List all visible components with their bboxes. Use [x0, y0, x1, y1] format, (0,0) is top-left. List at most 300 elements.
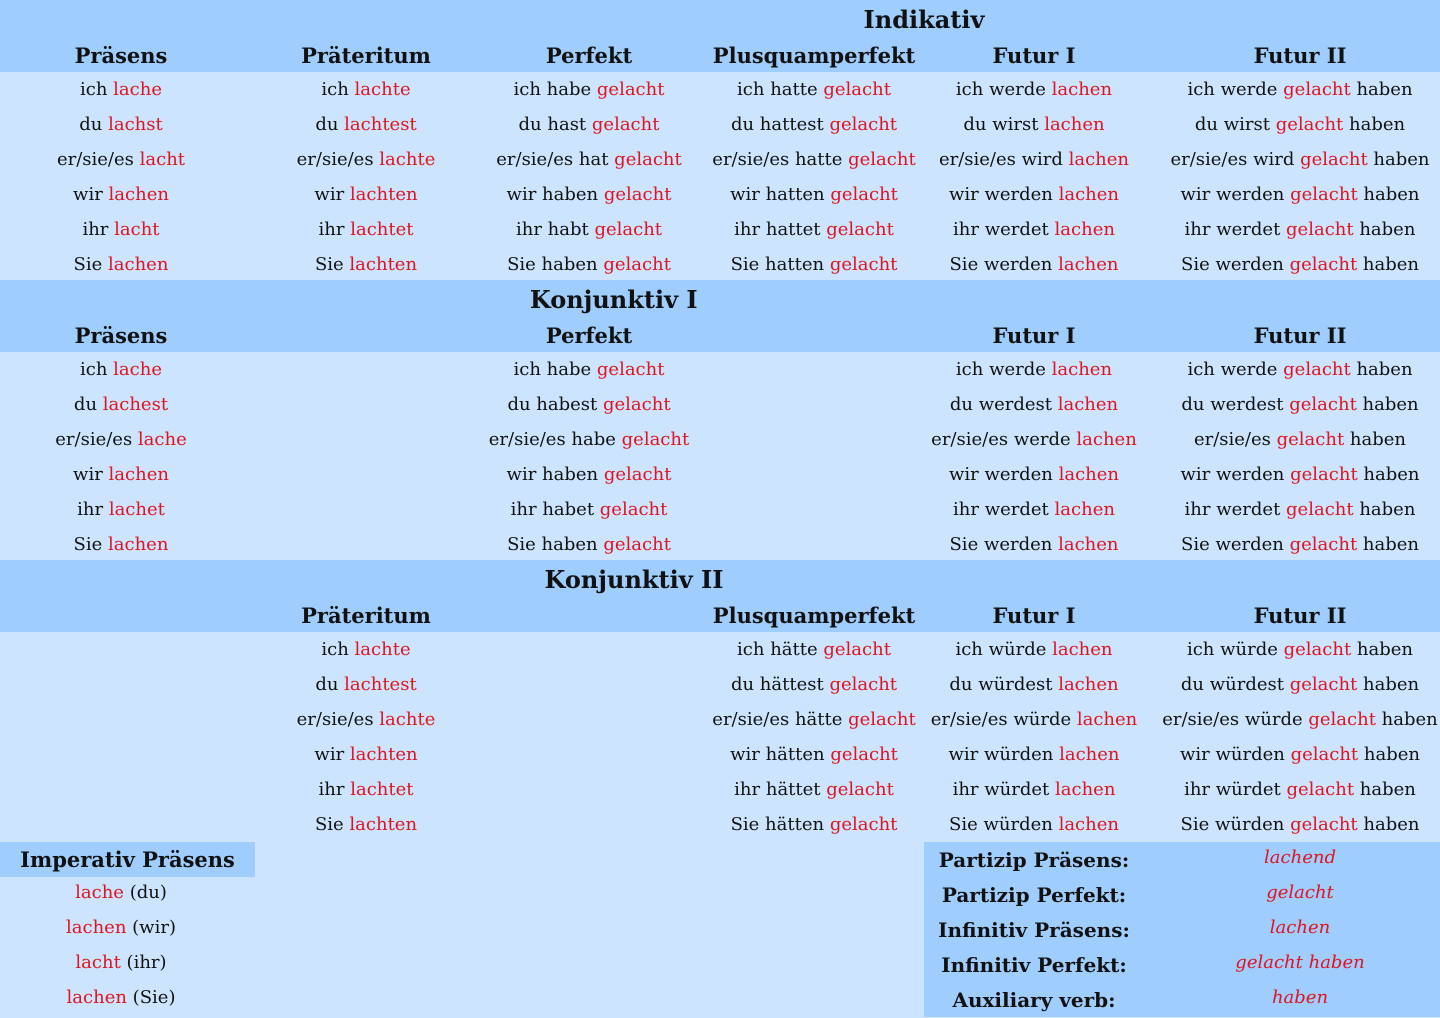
- pronoun-aux: du: [73, 394, 103, 415]
- conjugation-cell: [734, 215, 894, 245]
- verb-form: lachen: [1044, 114, 1105, 135]
- trailing-text: haben: [1343, 114, 1406, 135]
- pronoun-aux: ich: [80, 359, 114, 380]
- mood-header-band: [0, 280, 1440, 352]
- conjugation-cell: [737, 635, 891, 665]
- verb-form: lachte: [354, 79, 411, 100]
- conjugation-cell: [949, 180, 1119, 210]
- pronoun-aux: ich hätte: [737, 639, 824, 660]
- trailing-text: haben: [1367, 149, 1430, 170]
- pronoun-aux: Sie: [73, 254, 109, 275]
- tense-header: Futur II: [1253, 603, 1347, 628]
- trailing-text: haben: [1350, 359, 1413, 380]
- mood-title: Indikativ: [863, 5, 985, 34]
- conjugation-cell: [734, 775, 894, 805]
- verb-form: gelacht: [1286, 219, 1354, 240]
- tense-header: Plusquamperfekt: [712, 603, 916, 628]
- pronoun-aux: ihr würdet: [952, 779, 1055, 800]
- verb-form: gelacht: [599, 499, 668, 520]
- conjugation-cell: [1162, 705, 1438, 735]
- pronoun-aux: ihr habt: [515, 219, 595, 240]
- form-value: gelacht haben: [1235, 952, 1365, 973]
- tense-header: Präsens: [74, 43, 168, 68]
- verb-form: gelacht: [1290, 744, 1359, 765]
- pronoun-aux: ihr: [318, 779, 351, 800]
- verb-form: lachen: [1058, 254, 1119, 275]
- pronoun-aux: du werdest: [949, 394, 1058, 415]
- pronoun-aux: er/sie/es: [56, 149, 140, 170]
- pronoun-aux: ich werde: [955, 79, 1052, 100]
- pronoun-aux: du: [79, 114, 109, 135]
- conjugation-cell: [931, 705, 1138, 735]
- verb-form: gelacht: [614, 149, 682, 170]
- pronoun-aux: er/sie/es hatte: [712, 149, 849, 170]
- verb-form: gelacht: [603, 464, 672, 485]
- pronoun-aux: er/sie/es wird: [1170, 149, 1301, 170]
- verb-form: lachen: [1058, 534, 1119, 555]
- pronoun-aux: Sie hatten: [730, 254, 830, 275]
- form-value: gelacht: [1266, 882, 1334, 903]
- verb-form: gelacht: [591, 114, 660, 135]
- verb-form: lachen: [108, 184, 169, 205]
- conjugation-cell: [1184, 775, 1416, 805]
- trailing-text: haben: [1351, 639, 1414, 660]
- conjugation-cell: [963, 110, 1104, 140]
- trailing-text: haben: [1357, 814, 1420, 835]
- verb-form: gelacht: [602, 394, 671, 415]
- pronoun-aux: ich: [321, 79, 355, 100]
- pronoun-aux: du: [315, 114, 345, 135]
- conjugation-cell: [514, 75, 665, 105]
- conjugation-cell: [511, 495, 668, 525]
- conjugation-cell: [74, 530, 169, 560]
- conjugation-cell: [315, 250, 417, 280]
- pronoun-aux: ich werde: [1187, 359, 1284, 380]
- verb-form: gelacht: [829, 254, 898, 275]
- trailing-text: haben: [1354, 779, 1416, 800]
- verb-form: gelacht: [829, 814, 898, 835]
- form-value: lachen: [1269, 917, 1331, 938]
- conjugation-cell: [519, 110, 660, 140]
- trailing-text: haben: [1357, 184, 1420, 205]
- trailing-text: haben: [1357, 674, 1420, 695]
- verb-form: lachen: [1054, 219, 1115, 240]
- pronoun-aux: Sie werden: [1180, 534, 1290, 555]
- verb-form: lacht: [114, 219, 160, 240]
- pronoun-aux: Sie: [73, 534, 109, 555]
- trailing-text: haben: [1357, 464, 1420, 485]
- pronoun-aux: wir: [73, 464, 109, 485]
- verb-form: lachen: [1058, 184, 1120, 205]
- pronoun-aux: du hast: [518, 114, 592, 135]
- conjugation-cell: [953, 215, 1115, 245]
- verb-form: gelacht: [826, 779, 894, 800]
- trailing-text: (du): [123, 882, 167, 903]
- verb-form: lachen: [1052, 639, 1113, 660]
- pronoun-aux: wir haben: [506, 464, 604, 485]
- conjugation-cell: [321, 75, 410, 105]
- verb-form: lachten: [349, 254, 418, 275]
- tense-header: Präteritum: [301, 43, 431, 68]
- tense-header: Plusquamperfekt: [712, 43, 916, 68]
- pronoun-aux: ihr: [77, 499, 109, 520]
- verb-form: lache: [113, 79, 162, 100]
- trailing-text: haben: [1357, 534, 1420, 555]
- pronoun-aux: ihr werdet: [953, 499, 1055, 520]
- verb-form: lachten: [349, 814, 418, 835]
- verb-form: gelacht: [830, 744, 898, 765]
- verb-form: gelacht: [1283, 79, 1351, 100]
- pronoun-aux: du hättest: [730, 674, 830, 695]
- imperative-cell: [66, 913, 176, 943]
- verb-form: gelacht: [603, 534, 671, 555]
- conjugation-cell: [1187, 75, 1412, 105]
- conjugation-cell: [1170, 145, 1429, 175]
- pronoun-aux: wir würden: [948, 744, 1060, 765]
- verb-form: gelacht: [621, 429, 690, 450]
- mood-header-band: [0, 560, 1440, 632]
- conjugation-cell: [731, 250, 898, 280]
- verb-form: lachtet: [350, 779, 414, 800]
- conjugation-cell: [731, 110, 897, 140]
- verb-form: lachen: [1059, 744, 1120, 765]
- pronoun-aux: wir: [73, 184, 109, 205]
- verb-form: lachtet: [350, 219, 414, 240]
- pronoun-aux: Sie haben: [507, 534, 604, 555]
- conjugation-cell: [950, 390, 1118, 420]
- verb-form: gelacht: [1275, 114, 1344, 135]
- verb-form: lachen: [1051, 79, 1113, 100]
- pronoun-aux: ich habe: [513, 79, 597, 100]
- pronoun-aux: ich werde: [1187, 79, 1284, 100]
- conjugation-cell: [77, 495, 165, 525]
- pronoun-aux: du wirst: [1194, 114, 1276, 135]
- conjugation-cell: [74, 390, 168, 420]
- form-label: Auxiliary verb:: [952, 988, 1116, 1012]
- pronoun-aux: du habest: [507, 394, 603, 415]
- verb-form: gelacht: [1289, 674, 1358, 695]
- form-label: Partizip Präsens:: [938, 848, 1130, 872]
- verb-form: gelacht: [848, 709, 916, 730]
- verb-form: lachtest: [344, 114, 417, 135]
- conjugation-cell: [507, 530, 671, 560]
- pronoun-aux: wir würden: [1180, 744, 1291, 765]
- verb-form: gelacht: [1289, 534, 1358, 555]
- pronoun-aux: wir werden: [1180, 184, 1291, 205]
- pronoun-aux: ihr werdet: [953, 219, 1055, 240]
- conjugation-cell: [507, 390, 670, 420]
- conjugation-cell: [315, 810, 417, 840]
- conjugation-cell: [82, 215, 159, 245]
- pronoun-aux: du wirst: [963, 114, 1045, 135]
- verb-form: gelacht: [603, 184, 672, 205]
- trailing-text: haben: [1353, 499, 1416, 520]
- pronoun-aux: ihr habet: [510, 499, 600, 520]
- imperative-cell: [67, 983, 176, 1013]
- tense-header: Futur I: [992, 603, 1076, 628]
- verb-form: gelacht: [823, 639, 891, 660]
- conjugation-cell: [79, 110, 162, 140]
- verb-form: gelacht: [603, 254, 671, 275]
- pronoun-aux: Sie: [314, 254, 350, 275]
- verb-form: gelacht: [1283, 359, 1351, 380]
- conjugation-cell: [712, 145, 915, 175]
- conjugation-cell: [948, 740, 1119, 770]
- conjugation-cell: [730, 180, 898, 210]
- conjugation-cell: [949, 670, 1118, 700]
- verb-form: gelacht: [1290, 814, 1358, 835]
- conjugation-cell: [1181, 390, 1418, 420]
- conjugation-cell: [314, 180, 417, 210]
- pronoun-aux: ihr hättet: [734, 779, 827, 800]
- conjugation-cell: [297, 145, 436, 175]
- verb-form: gelacht: [596, 359, 665, 380]
- pronoun-aux: er/sie/es: [296, 149, 380, 170]
- conjugation-cell: [73, 180, 169, 210]
- pronoun-aux: Sie haben: [507, 254, 604, 275]
- verb-form: lachen: [108, 534, 169, 555]
- conjugation-cell: [949, 530, 1118, 560]
- pronoun-aux: Sie würden: [949, 814, 1059, 835]
- pronoun-aux: du würdest: [949, 674, 1059, 695]
- verb-form: gelacht: [1300, 149, 1368, 170]
- imperative-cell: [75, 948, 166, 978]
- pronoun-aux: Sie: [314, 814, 350, 835]
- pronoun-aux: Sie würden: [1180, 814, 1291, 835]
- conjugation-cell: [953, 775, 1116, 805]
- conjugation-cell: [489, 425, 689, 455]
- conjugation-cell: [516, 215, 662, 245]
- mood-title: Konjunktiv II: [544, 565, 724, 594]
- imperative-title: Imperativ Präsens: [0, 842, 255, 877]
- conjugation-cell: [57, 145, 185, 175]
- verb-form: lachte: [354, 639, 411, 660]
- conjugation-cell: [319, 775, 414, 805]
- conjugation-cell: [931, 425, 1137, 455]
- trailing-text: haben: [1358, 744, 1420, 765]
- pronoun-aux: ich: [321, 639, 355, 660]
- conjugation-cell: [514, 355, 665, 385]
- mood-title: Konjunktiv I: [529, 285, 698, 314]
- verb-form: lachte: [379, 149, 436, 170]
- conjugation-cell: [949, 460, 1119, 490]
- pronoun-aux: wir werden: [948, 184, 1059, 205]
- pronoun-aux: er/sie/es: [1193, 429, 1277, 450]
- pronoun-aux: ich habe: [513, 359, 597, 380]
- conjugation-cell: [1181, 530, 1419, 560]
- pronoun-aux: ihr: [82, 219, 115, 240]
- conjugation-cell: [737, 75, 891, 105]
- pronoun-aux: wir: [314, 744, 350, 765]
- verb-form: lachest: [102, 394, 169, 415]
- form-value: haben: [1271, 987, 1329, 1008]
- non-finite-forms-panel: [924, 842, 1440, 1017]
- pronoun-aux: Sie werden: [949, 254, 1059, 275]
- verb-form: lachen: [66, 917, 127, 938]
- pronoun-aux: ich hatte: [737, 79, 824, 100]
- conjugation-cell: [1180, 180, 1419, 210]
- verb-form: gelacht: [829, 674, 898, 695]
- pronoun-aux: er/sie/es hätte: [712, 709, 849, 730]
- verb-form: gelacht: [596, 79, 665, 100]
- verb-form: gelacht: [1276, 429, 1345, 450]
- trailing-text: haben: [1375, 709, 1438, 730]
- conjugation-cell: [314, 740, 417, 770]
- tense-header: Perfekt: [545, 323, 633, 348]
- trailing-text: (wir): [126, 917, 176, 938]
- conjugation-cell: [730, 740, 898, 770]
- conjugation-cell: [1187, 355, 1412, 385]
- conjugation-cell: [55, 425, 186, 455]
- conjugation-cell: [939, 145, 1129, 175]
- pronoun-aux: du: [315, 674, 345, 695]
- verb-form: gelacht: [826, 219, 894, 240]
- tense-header: Futur I: [992, 323, 1076, 348]
- conjugation-cell: [321, 635, 410, 665]
- conjugation-cell: [73, 460, 169, 490]
- pronoun-aux: er/sie/es werde: [931, 429, 1077, 450]
- verb-form: lachen: [108, 254, 169, 275]
- verb-form: lachen: [1068, 149, 1130, 170]
- conjugation-cell: [1181, 250, 1419, 280]
- pronoun-aux: Sie werden: [1180, 254, 1290, 275]
- pronoun-aux: wir werden: [1180, 464, 1291, 485]
- pronoun-aux: wir: [314, 184, 350, 205]
- pronoun-aux: du werdest: [1181, 394, 1290, 415]
- pronoun-aux: er/sie/es: [55, 429, 138, 450]
- verb-form: lachen: [1076, 429, 1137, 450]
- form-value: lachend: [1264, 847, 1336, 868]
- verb-form: gelacht: [1290, 184, 1358, 205]
- pronoun-aux: ich: [80, 79, 114, 100]
- conjugation-cell: [949, 250, 1118, 280]
- verb-form: gelacht: [1286, 779, 1355, 800]
- conjugation-cell: [1181, 670, 1419, 700]
- verb-form: gelacht: [1289, 394, 1357, 415]
- conjugation-cell: [956, 355, 1112, 385]
- conjugation-cell: [507, 180, 672, 210]
- verb-form: lache: [137, 429, 187, 450]
- conjugation-cell: [731, 810, 898, 840]
- conjugation-cell: [1187, 635, 1413, 665]
- verb-form: lachen: [1057, 394, 1119, 415]
- verb-form: gelacht: [1286, 499, 1354, 520]
- conjugation-cell: [74, 250, 169, 280]
- conjugation-cell: [496, 145, 682, 175]
- conjugation-cell: [315, 670, 416, 700]
- pronoun-aux: er/sie/es: [296, 709, 380, 730]
- conjugation-cell: [80, 355, 162, 385]
- trailing-text: haben: [1350, 79, 1413, 100]
- conjugation-cell: [507, 250, 671, 280]
- verb-form: lacht: [139, 149, 186, 170]
- verb-form: gelacht: [823, 79, 891, 100]
- conjugation-cell: [953, 495, 1115, 525]
- imperative-cell: [75, 878, 167, 908]
- pronoun-aux: ich werde: [955, 359, 1052, 380]
- verb-form: lachen: [1058, 674, 1119, 695]
- pronoun-aux: er/sie/es wird: [938, 149, 1069, 170]
- verb-form: lachen: [1058, 814, 1119, 835]
- trailing-text: haben: [1344, 429, 1407, 450]
- pronoun-aux: ihr hattet: [734, 219, 827, 240]
- pronoun-aux: er/sie/es würde: [1162, 709, 1309, 730]
- verb-form: lachen: [1051, 359, 1113, 380]
- conjugation-cell: [1180, 740, 1420, 770]
- conjugation-cell: [1181, 810, 1420, 840]
- verb-form: gelacht: [1289, 254, 1358, 275]
- verb-form: lachen: [108, 464, 169, 485]
- verb-form: lachtest: [344, 674, 417, 695]
- conjugation-cell: [1180, 460, 1419, 490]
- trailing-text: haben: [1356, 394, 1419, 415]
- pronoun-aux: er/sie/es würde: [930, 709, 1077, 730]
- tense-header: Präteritum: [301, 603, 431, 628]
- tense-header: Präsens: [74, 323, 168, 348]
- pronoun-aux: du würdest: [1180, 674, 1290, 695]
- verb-form: gelacht: [848, 149, 916, 170]
- pronoun-aux: er/sie/es habe: [488, 429, 622, 450]
- pronoun-aux: er/sie/es hat: [496, 149, 615, 170]
- verb-form: gelacht: [829, 114, 898, 135]
- verb-form: gelacht: [1283, 639, 1352, 660]
- pronoun-aux: du hattest: [730, 114, 830, 135]
- verb-form: lachet: [108, 499, 165, 520]
- conjugation-cell: [1194, 425, 1406, 455]
- tense-header: Perfekt: [545, 43, 633, 68]
- verb-form: gelacht: [1308, 709, 1376, 730]
- verb-form: lachten: [349, 744, 418, 765]
- conjugation-cell: [956, 75, 1112, 105]
- verb-form: lachen: [1058, 464, 1120, 485]
- form-label: Infinitiv Perfekt:: [941, 953, 1127, 977]
- pronoun-aux: ihr werdet: [1184, 219, 1287, 240]
- conjugation-cell: [80, 75, 162, 105]
- trailing-text: haben: [1353, 219, 1416, 240]
- pronoun-aux: wir hätten: [730, 744, 831, 765]
- conjugation-cell: [712, 705, 915, 735]
- pronoun-aux: ihr werdet: [1184, 499, 1287, 520]
- pronoun-aux: wir hatten: [730, 184, 831, 205]
- tense-header: Futur I: [992, 43, 1076, 68]
- conjugation-cell: [1185, 495, 1416, 525]
- trailing-text: (ihr): [120, 952, 167, 973]
- verb-form: gelacht: [1290, 464, 1358, 485]
- verb-form: lache: [113, 359, 162, 380]
- verb-form: lacht: [75, 952, 121, 973]
- pronoun-aux: ihr: [318, 219, 351, 240]
- trailing-text: haben: [1357, 254, 1420, 275]
- trailing-text: (Sie): [126, 987, 176, 1008]
- conjugation-cell: [507, 460, 672, 490]
- verb-form: lachen: [1076, 709, 1138, 730]
- verb-form: lachst: [108, 114, 163, 135]
- conjugation-cell: [955, 635, 1112, 665]
- conjugation-cell: [319, 215, 414, 245]
- pronoun-aux: Sie werden: [949, 534, 1059, 555]
- verb-form: lachten: [349, 184, 418, 205]
- pronoun-aux: wir haben: [506, 184, 604, 205]
- verb-form: lache: [75, 882, 124, 903]
- mood-header-band: [0, 0, 1440, 72]
- conjugation-cell: [949, 810, 1119, 840]
- conjugation-cell: [315, 110, 416, 140]
- verb-form: lachen: [1055, 779, 1116, 800]
- verb-form: gelacht: [830, 184, 898, 205]
- tense-header: Futur II: [1253, 323, 1347, 348]
- verb-form: lachen: [66, 987, 127, 1008]
- pronoun-aux: ich würde: [1186, 639, 1284, 660]
